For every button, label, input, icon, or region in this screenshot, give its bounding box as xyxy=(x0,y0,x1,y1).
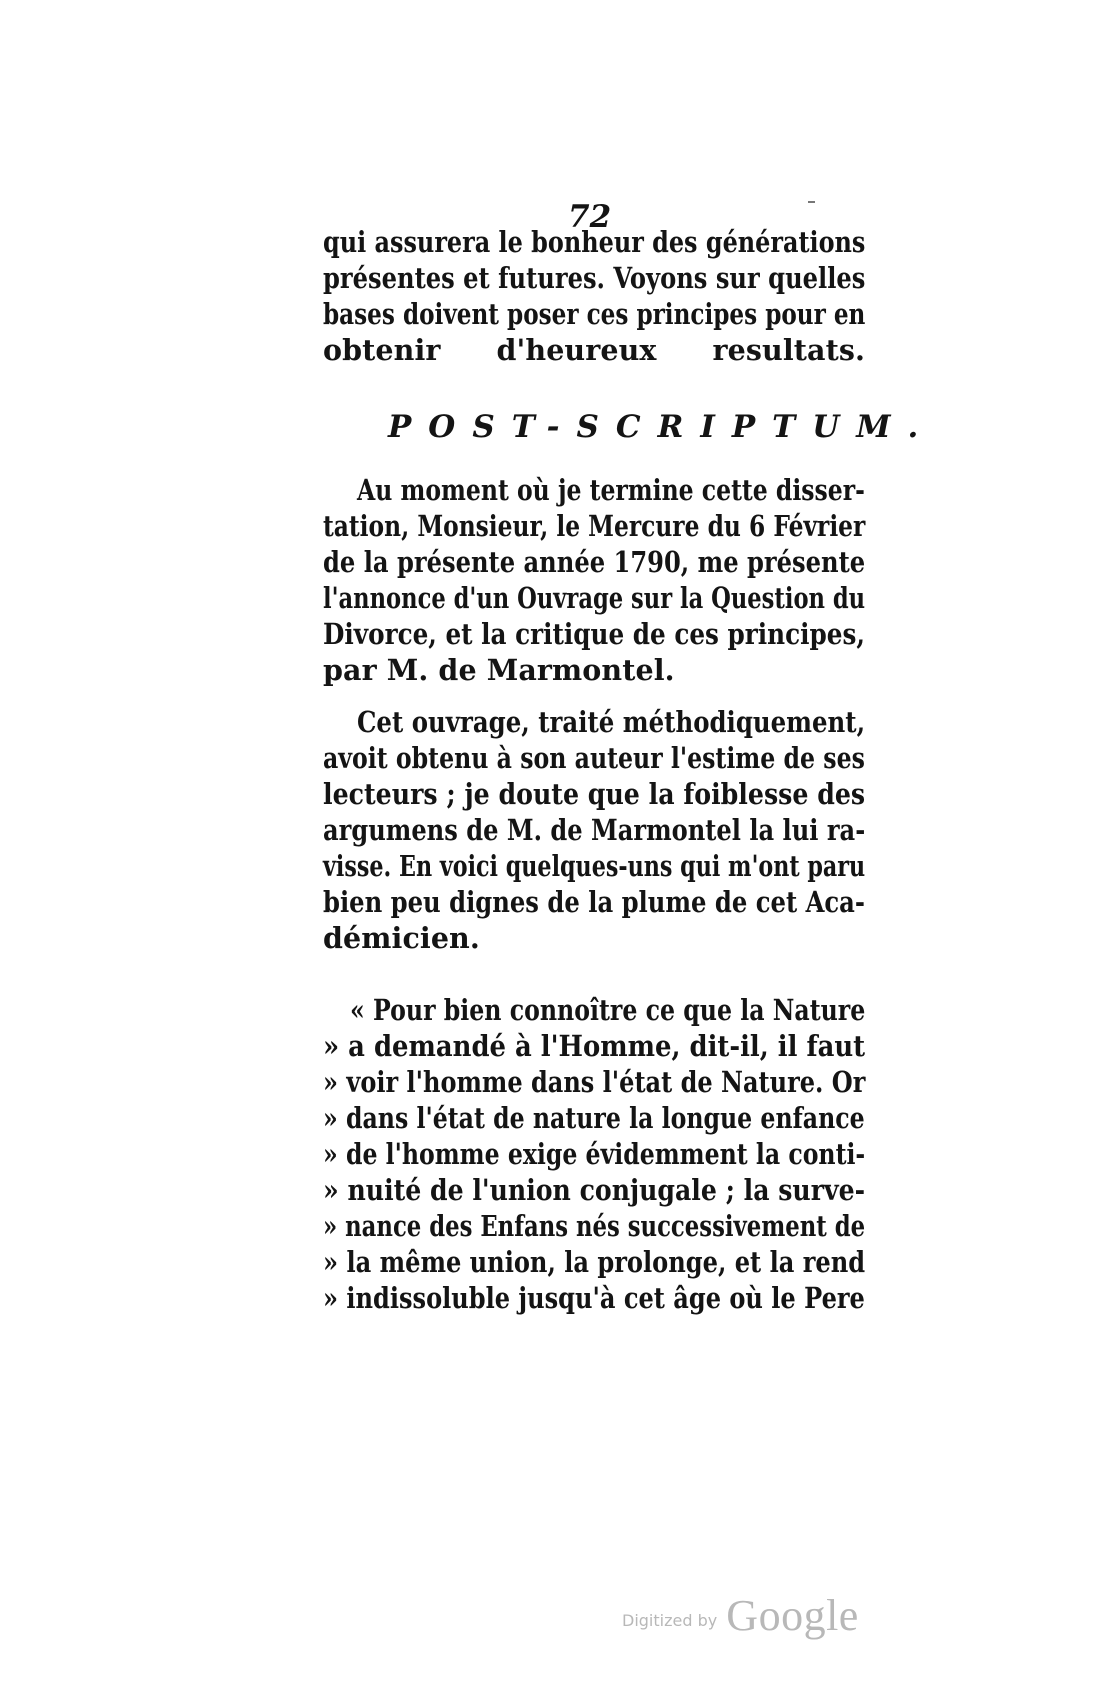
text-line: par M. de Marmontel. xyxy=(323,653,675,687)
text-line: démicien. xyxy=(323,921,480,955)
text-line: lecteurs ; je doute que la foiblesse des xyxy=(323,777,866,811)
text-line: » a demandé à l'Homme, dit-il, il faut xyxy=(323,1029,866,1063)
text-line: argumens de M. de Marmontel la lui ra- xyxy=(323,813,866,847)
text-line: bases doivent poser ces principes pour en xyxy=(323,297,866,331)
text-line: » voir l'homme dans l'état de Nature. Or xyxy=(323,1065,866,1099)
text-line: » dans l'état de nature la longue enfance xyxy=(323,1101,865,1135)
section-heading: POST-SCRIPTUM. xyxy=(388,409,936,445)
attribution-prefix: Digitized by xyxy=(622,1611,718,1630)
text-line: » nuité de l'union conjugale ; la surve- xyxy=(323,1173,866,1207)
text-line: qui assurera le bonheur des générations xyxy=(323,225,866,259)
text-line: Cet ouvrage, traité méthodiquement, xyxy=(357,705,866,739)
text-line: « Pour bien connoître ce que la Nature xyxy=(350,993,866,1027)
page-number: 72 xyxy=(568,199,612,235)
text-line: visse. En voici quelques-uns qui m'ont paru xyxy=(323,849,866,883)
text-line: bien peu dignes de la plume de cet Aca- xyxy=(323,885,865,919)
text-line: obtenir d'heureux resultats. xyxy=(323,333,866,367)
digitized-attribution xyxy=(622,1590,859,1640)
text-line: présentes et futures. Voyons sur quelles xyxy=(323,261,866,295)
text-line: de la présente année 1790, me présente xyxy=(323,545,866,579)
text-line: avoit obtenu à son auteur l'estime de ses xyxy=(323,741,865,775)
text-line: l'annonce d'un Ouvrage sur la Question du xyxy=(323,581,866,615)
text-line: » indissoluble jusqu'à cet âge où le Pere xyxy=(323,1281,865,1315)
text-line: Divorce, et la critique de ces principes, xyxy=(323,617,865,651)
text-line: tation, Monsieur, le Mercure du 6 Février xyxy=(323,509,866,543)
text-line: » la même union, la prolonge, et la rend xyxy=(323,1245,866,1279)
text-line: » nance des Enfans nés successivement de xyxy=(323,1209,866,1243)
text-line: Au moment où je termine cette disser- xyxy=(357,473,865,507)
google-logo: Google xyxy=(726,1591,859,1640)
print-mark xyxy=(808,201,815,203)
text-line: » de l'homme exige évidemment la conti- xyxy=(323,1137,866,1171)
